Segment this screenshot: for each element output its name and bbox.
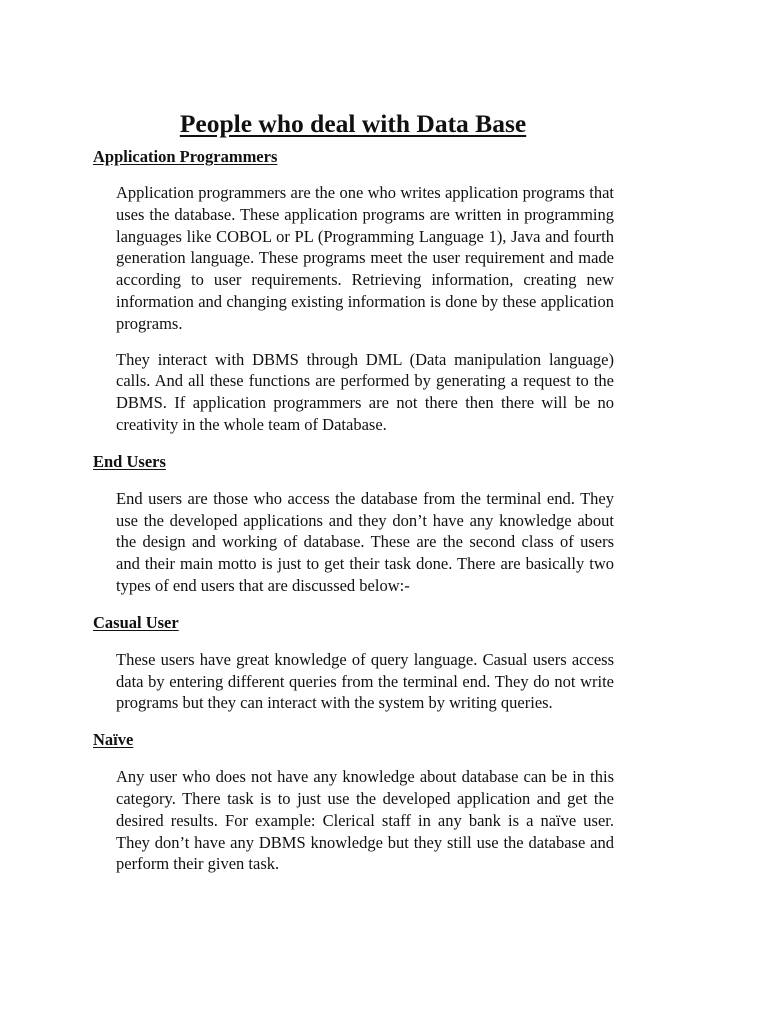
- section-heading-end-users: End Users: [93, 451, 166, 471]
- page-title: People who deal with Data Base: [179, 109, 527, 138]
- paragraph-application-programmers-2: They interact with DBMS through DML (Data manipulation language) calls. And all these functions are performed by generating a request to the DBMS. If application programmers are not there then there will be no creativity in the whole team of Database.: [116, 349, 614, 434]
- paragraph-naive-1: Any user who does not have any knowledge about database can be in this category. There task is to just use the developed application and get the desired results. For example: Clerical staff in any bank is a naïve user. They don’t have any DBMS knowledge but they still use the database and perform their given task.: [116, 767, 614, 874]
- document-body: [93, 146, 615, 875]
- paragraph-application-programmers-1: Application programmers are the one who writes application programs that uses the database. These application programs are written in programming languages like COBOL or PL (Programming Language 1), Java and fourth generation language. These programs meet the user requirement and made according to user requirements. Retrieving information, creating new information and changing existing information is done by these application programs.: [116, 183, 614, 333]
- section-heading-casual-user: Casual User: [93, 612, 179, 632]
- paragraph-casual-user-1: These users have great knowledge of query language. Casual users access data by entering different queries from the terminal end. They do not write programs but they can interact with the system by writing queries.: [116, 649, 614, 713]
- section-heading-naive: Naïve: [93, 730, 134, 750]
- paragraph-end-users-1: End users are those who access the database from the terminal end. They use the developed applications and they don’t have any knowledge about the design and working of database. These are the second class of users and their main motto is just to get their task done. There are basically two types of end users that are discussed below:-: [116, 488, 614, 595]
- section-heading-application-programmers: Application Programmers: [93, 147, 278, 166]
